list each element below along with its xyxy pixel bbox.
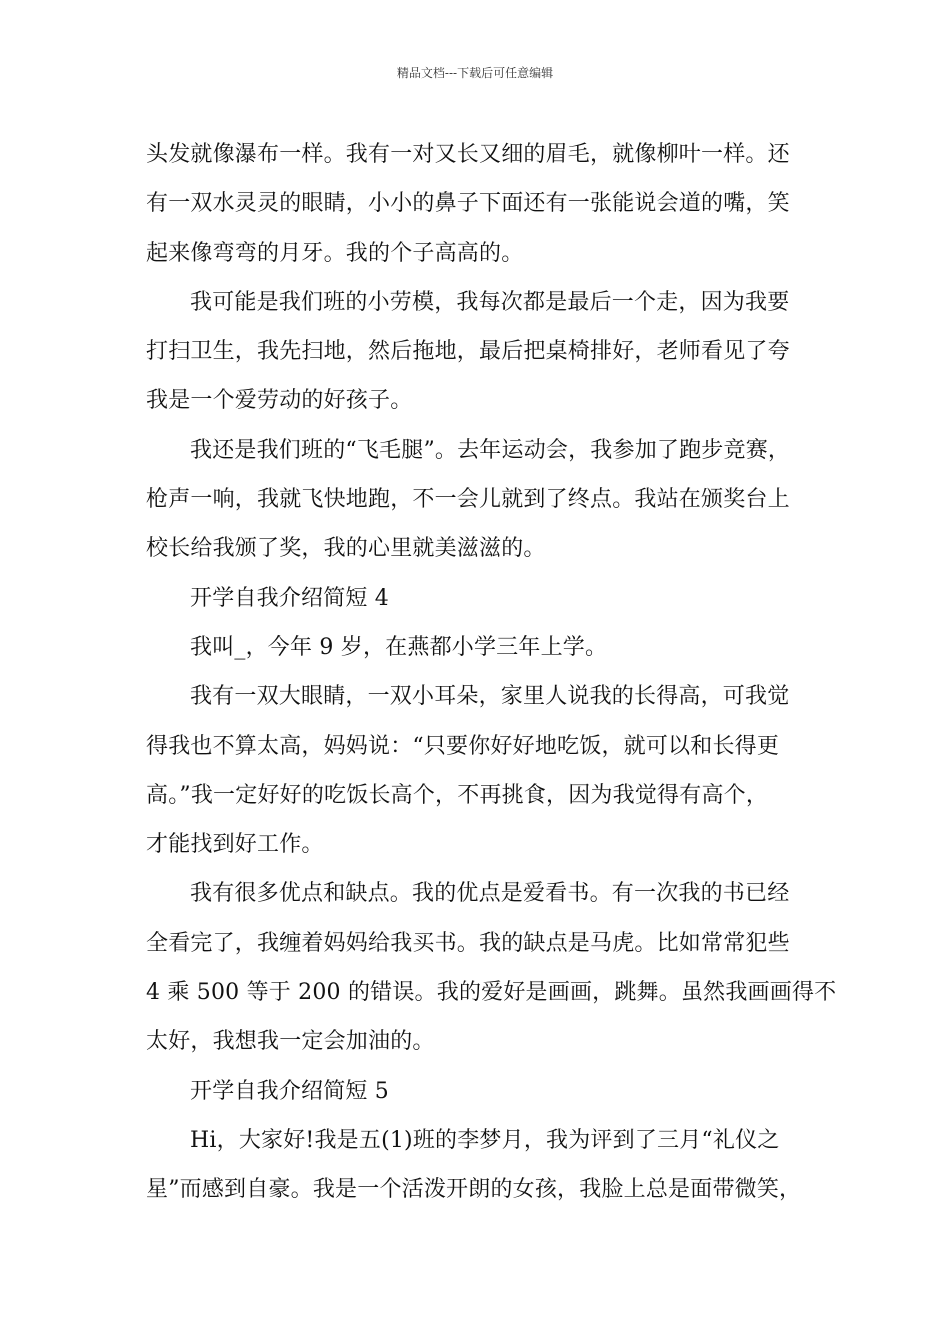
text-line: 4 乘 500 等于 200 的错误。我的爱好是画画，跳舞。虽然我画画得不 [146,980,837,1006]
text-line: 我可能是我们班的小劳模，我每次都是最后一个走，因为我要 [190,289,790,315]
text-line: 才能找到好工作。 [146,832,324,858]
text-line: 我叫_，今年 9 岁，在燕都小学三年上学。 [190,634,608,660]
text-line: 我还是我们班的“飞毛腿”。去年运动会，我参加了跑步竞赛， [190,437,791,463]
text-line: 枪声一响，我就飞快地跑，不一会儿就到了终点。我站在颁奖台上 [146,487,790,513]
text-line: 校长给我颁了奖，我的心里就美滋滋的。 [146,536,546,562]
text-line: 我有一双大眼睛，一双小耳朵，家里人说我的长得高，可我觉 [190,684,790,710]
page-header: 精品文档---下载后可任意编辑 [396,66,554,80]
text-line: 太好，我想我一定会加油的。 [146,1029,435,1055]
text-line: 全看完了，我缠着妈妈给我买书。我的缺点是马虎。比如常常犯些 [146,930,790,956]
text-line: 得我也不算太高，妈妈说：“只要你好好地吃饭，就可以和长得更 [146,733,780,759]
text-line: 我是一个爱劳动的好孩子。 [146,388,413,414]
text-line: 起来像弯弯的月牙。我的个子高高的。 [146,240,524,266]
text-line: 我有很多优点和缺点。我的优点是爱看书。有一次我的书已经 [190,881,790,907]
section-heading: 开学自我介绍简短 5 [190,1078,389,1104]
text-line: 打扫卫生，我先扫地，然后拖地，最后把桌椅排好，老师看见了夸 [146,339,790,365]
text-line: 有一双水灵灵的眼睛，小小的鼻子下面还有一张能说会道的嘴，笑 [146,191,790,217]
document-body [146,130,837,1215]
text-line: 高。”我一定好好的吃饭长高个，不再挑食，因为我觉得有高个， [146,782,769,808]
text-line: 星”而感到自豪。我是一个活泼开朗的女孩，我脸上总是面带微笑， [146,1177,802,1203]
text-line: 头发就像瀑布一样。我有一对又长又细的眉毛，就像柳叶一样。还 [146,142,790,167]
section-heading: 开学自我介绍简短 4 [190,585,389,611]
text-line: Hi，大家好!我是五(1)班的李梦月，我为评到了三月“礼仪之 [190,1127,780,1153]
